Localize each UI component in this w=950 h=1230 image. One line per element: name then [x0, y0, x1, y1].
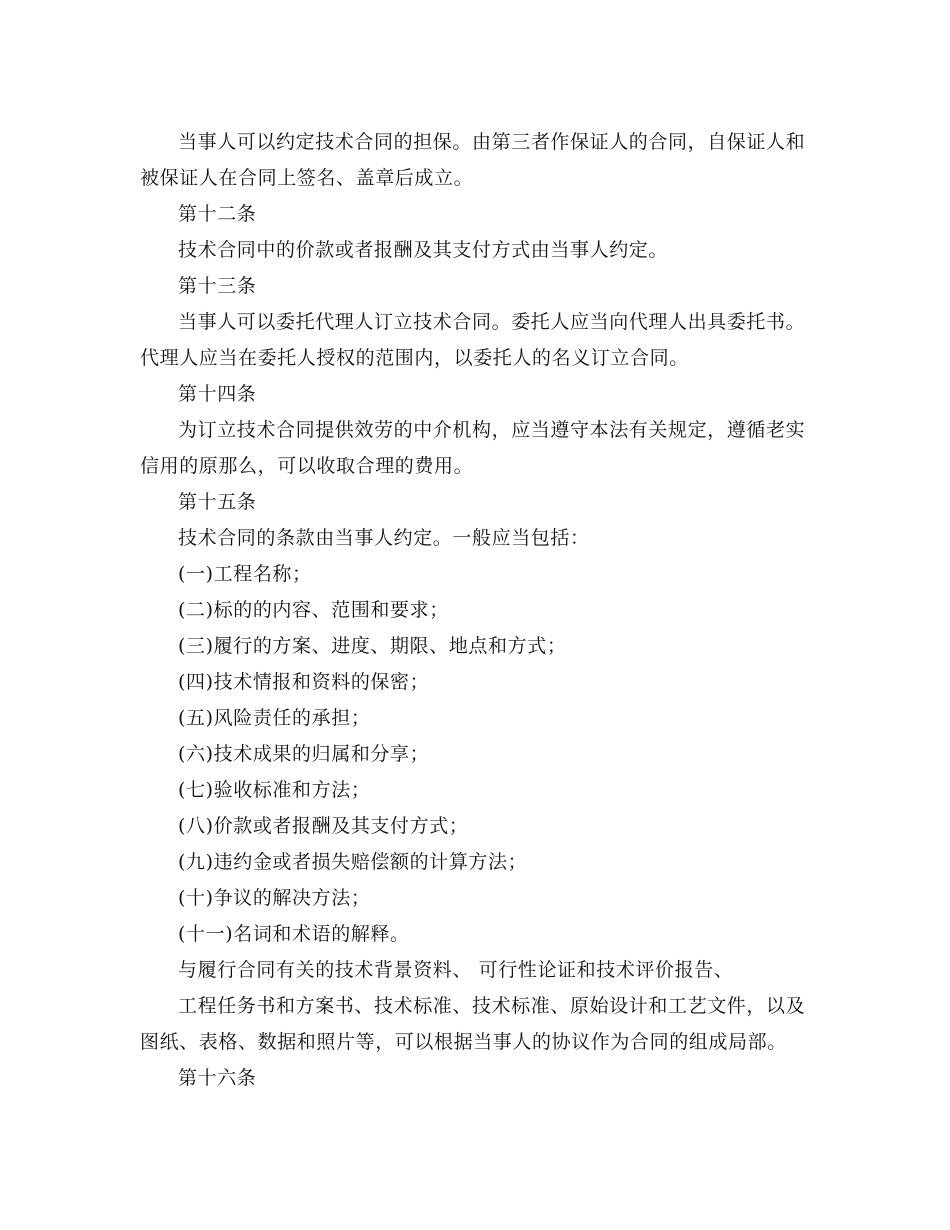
paragraph-price-payment: 技术合同中的价款或者报酬及其支付方式由当事人约定。	[178, 239, 669, 261]
list-item-term: (四)技术情报和资料的保密；	[178, 671, 430, 693]
list-item-term: (二)标的的内容、范围和要求；	[178, 599, 449, 621]
list-item-term: (三)履行的方案、进度、期限、地点和方式；	[178, 635, 567, 657]
list-item-term: (六)技术成果的归属和分享；	[178, 743, 430, 765]
article-heading-15: 第十五条	[178, 491, 257, 513]
article-heading-13: 第十三条	[178, 275, 257, 297]
paragraph-related-materials: 与履行合同有关的技术背景资料、 可行性论证和技术评价报告、	[178, 959, 734, 981]
list-item-term: (八)价款或者报酬及其支付方式；	[178, 815, 469, 837]
article-heading-14: 第十四条	[178, 383, 257, 405]
article-heading-12: 第十二条	[178, 203, 257, 225]
list-item-term: (七)验收标准和方法；	[178, 779, 371, 801]
document-body	[140, 124, 820, 1096]
list-item-term: (十)争议的解决方法；	[178, 887, 371, 909]
paragraph-intermediary: 为订立技术合同提供效劳的中介机构，应当遵守本法有关规定，遵循老实信用的原那么，可以收取合理的费用。	[140, 419, 806, 477]
list-item-term: (一)工程名称；	[178, 563, 312, 585]
article-heading-16: 第十六条	[178, 1067, 257, 1089]
paragraph-components: 工程任务书和方案书、技术标准、技术标准、原始设计和工艺文件，以及图纸、表格、数据和照片等，可以根据当事人的协议作为合同的组成局部。	[140, 995, 806, 1053]
paragraph-agent: 当事人可以委托代理人订立技术合同。委托人应当向代理人出具委托书。代理人应当在委托人授权的范围内，以委托人的名义订立合同。	[140, 311, 806, 369]
paragraph-contract-terms: 技术合同的条款由当事人约定。一般应当包括：	[178, 527, 590, 549]
list-item-term: (九)违约金或者损失赔偿额的计算方法；	[178, 851, 528, 873]
list-item-term: (五)风险责任的承担；	[178, 707, 371, 729]
list-item-term: (十一)名词和术语的解释。	[178, 923, 410, 945]
paragraph-guarantee: 当事人可以约定技术合同的担保。由第三者作保证人的合同，自保证人和被保证人在合同上签名、盖章后成立。	[140, 131, 806, 189]
